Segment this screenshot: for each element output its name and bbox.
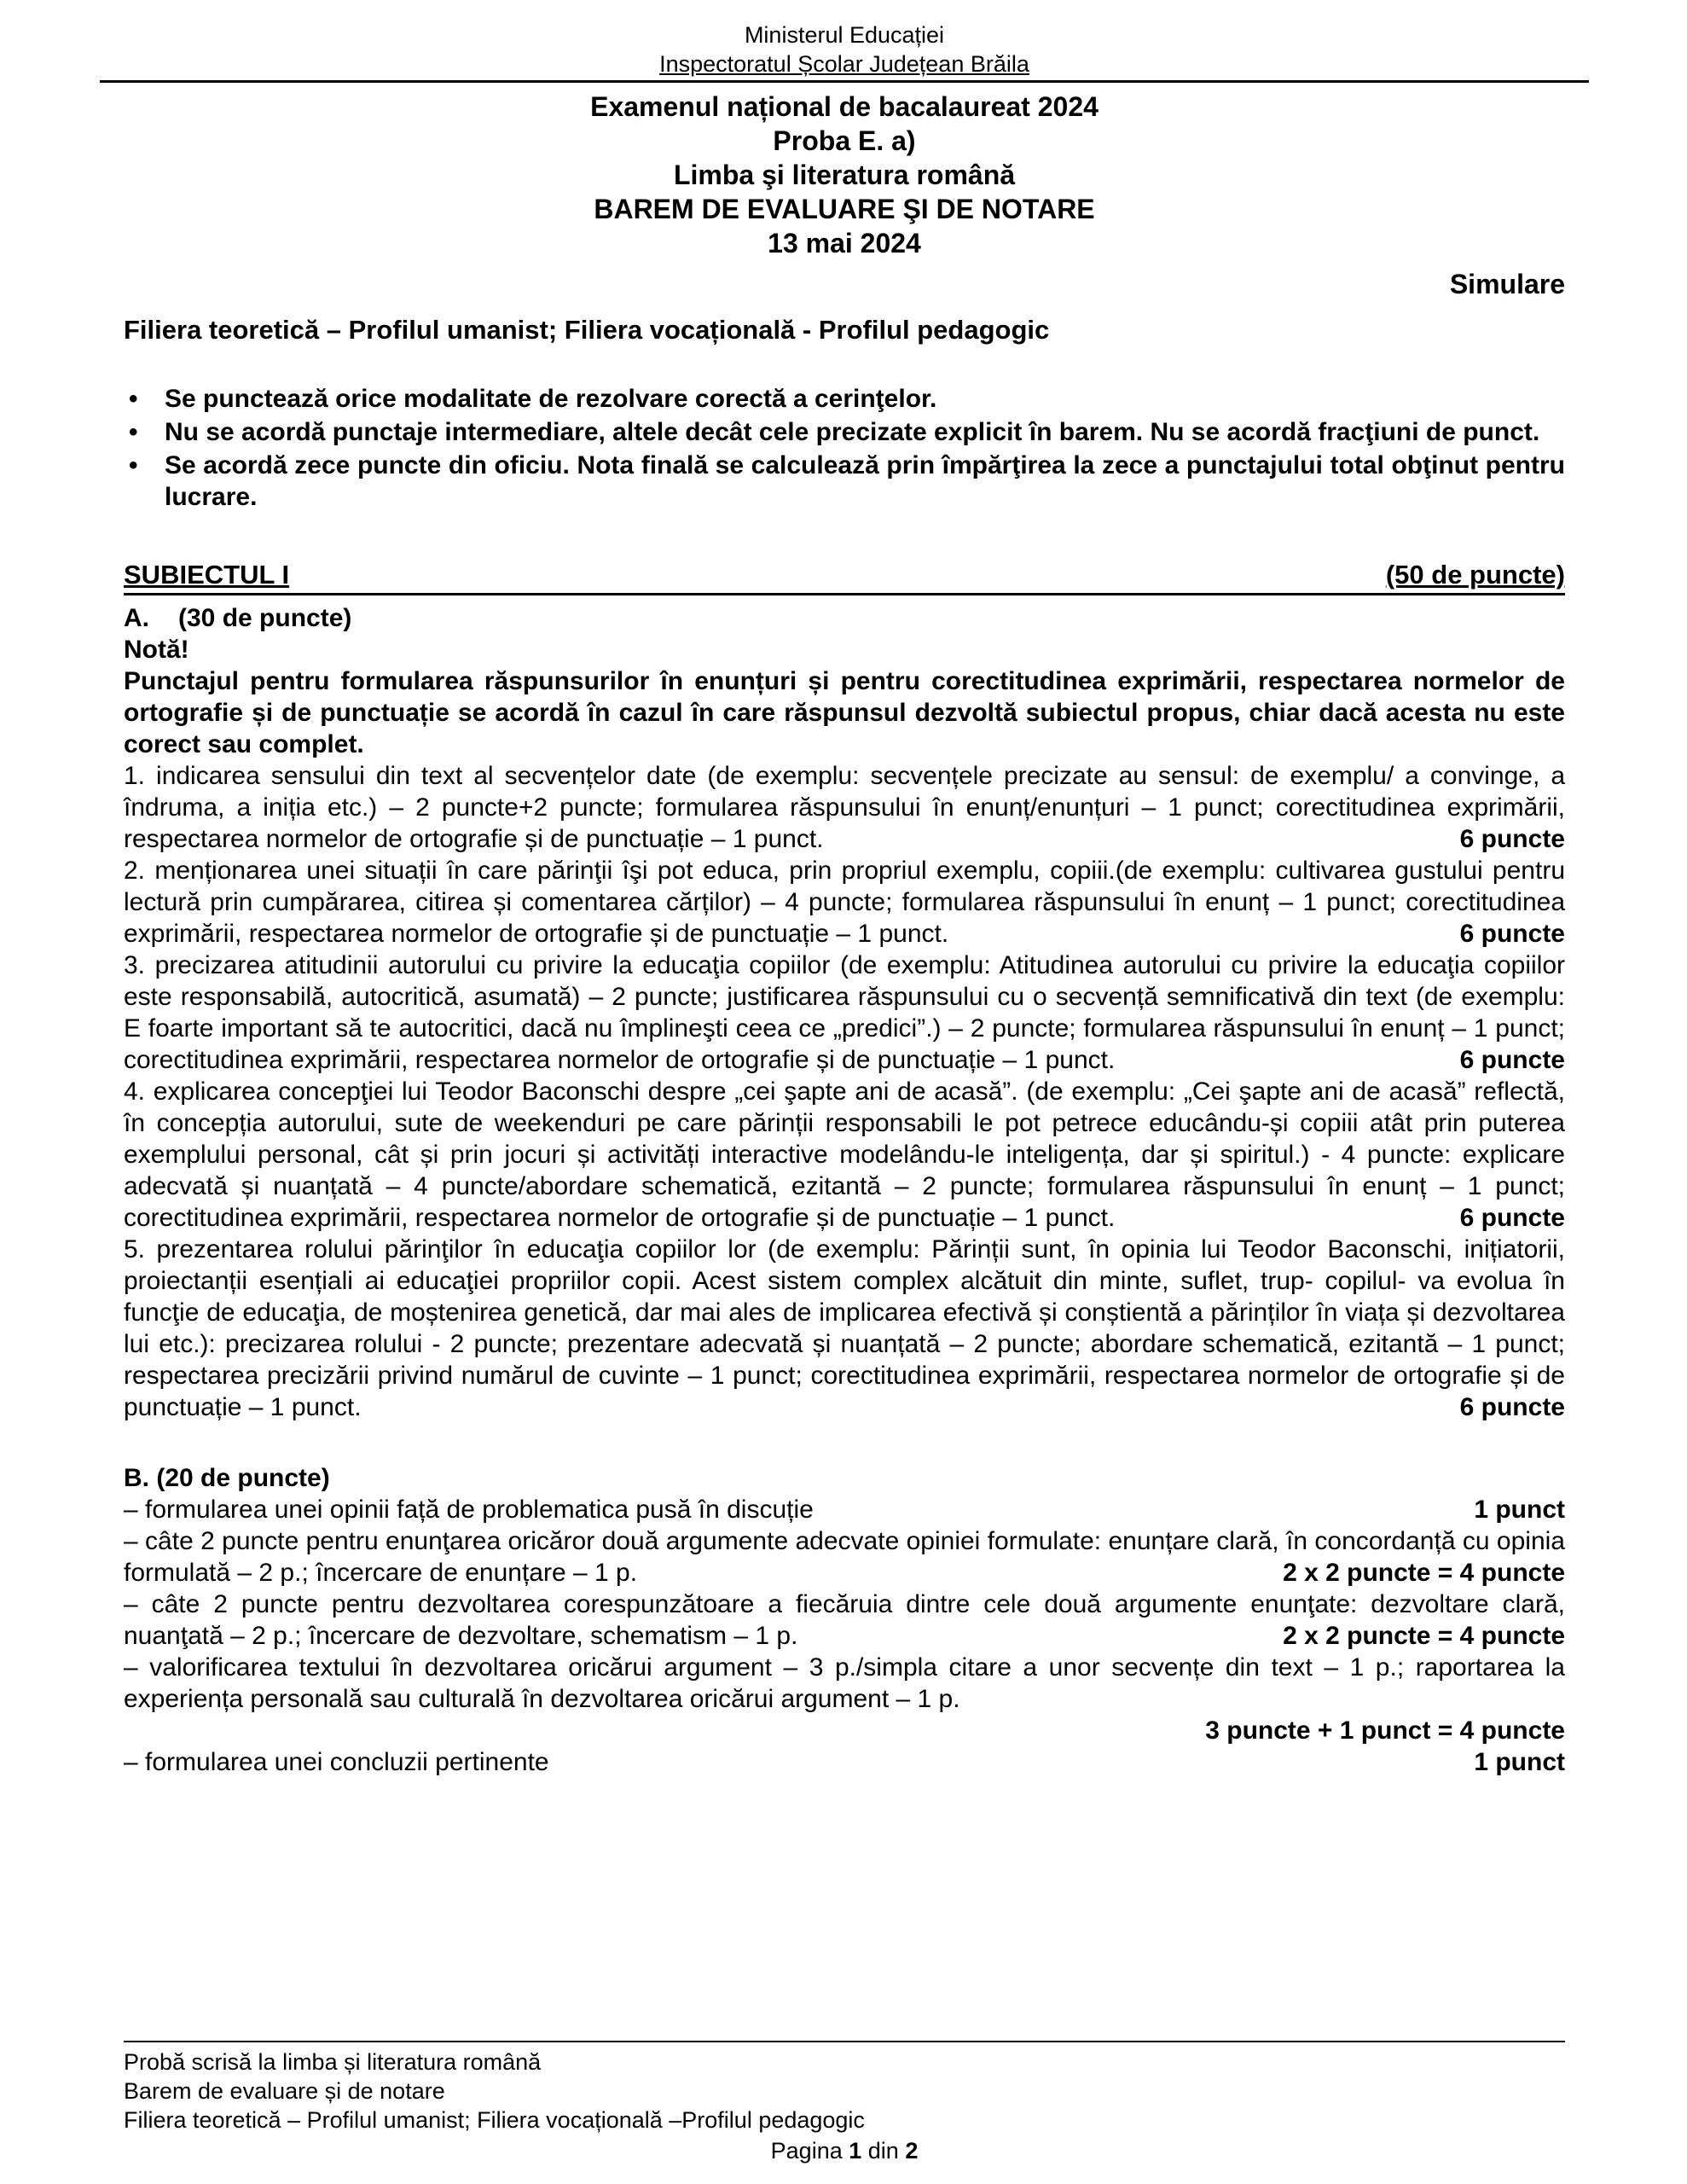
item-text: 5. prezentarea rolului părinţilor în educaţia copiilor lor (de exemplu: Părinții sunt, în opinia lui Teodor Baconschi, inițiatorii, proiectanții esențiali ai educaţiei propriilor copii. Acest sistem complex alcătuit din minte, suflet, trup- copilul- va evolua în funcţie de educaţia, de moștenirea genetică, dar mai ales de implicarea efectivă și conștientă a părinților în viața și dezvoltarea lui etc.): precizarea rolului - 2 puncte; prezentare adecvată și nuanțată – 2 puncte; abordare schematică, ezitantă – 1 punct; respectarea precizării privind numărul de cuvinte – 1 punct; corectitudinea exprimării, respectarea normelor de ortografie și de punctuație – 1 punct.: [124, 1235, 1565, 1421]
item-text: – câte 2 puncte pentru enunţarea oricăror două argumente adecvate opiniei formulate: enunțare clară, în concordanță cu opinia formulată – 2 p.; încercare de enunțare – 1 p.: [124, 1527, 1565, 1587]
item-points: 1 punct: [1474, 1496, 1565, 1524]
item-text: – formularea unei opinii față de problematica pusă în discuție: [124, 1496, 814, 1524]
item-points: 2 x 2 puncte = 4 puncte: [1283, 1622, 1565, 1650]
part-a-row: [124, 602, 1565, 634]
item-points: 6 puncte: [1459, 825, 1565, 853]
page-number-prefix: Pagina: [770, 2138, 849, 2164]
document-header: [124, 20, 1565, 83]
page-number: [124, 2136, 1565, 2165]
scoring-item-2: [124, 855, 1565, 950]
title-date: 13 mai 2024: [768, 228, 921, 258]
footer-rule: [124, 2041, 1565, 2042]
item-points: 6 puncte: [1459, 1046, 1565, 1074]
part-a-label: A.: [124, 604, 149, 632]
title-exam: Examenul național de bacalaureat 2024: [590, 91, 1099, 122]
page-number-mid: din: [861, 2138, 906, 2164]
item-points: 6 puncte: [1459, 1204, 1565, 1232]
item-points: 1 punct: [1474, 1748, 1565, 1776]
nota-label: Notă!: [124, 636, 189, 664]
general-note-2: • Nu se acordă punctaje intermediare, altele decât cele precizate explicit în barem. Nu se acordă fracţiuni de punct.: [124, 416, 1565, 448]
footer-line-3: Filiera teoretică – Profilul umanist; Filiera vocațională –Profilul pedagogic: [124, 2107, 865, 2133]
filiera-line: Filiera teoretică – Profilul umanist; Filiera vocațională - Profilul pedagogic: [124, 315, 1050, 345]
general-note-3: • Se acordă zece puncte din oficiu. Nota finală se calculează prin împărţirea la zece a punctajului total obţinut pentru lucrare.: [124, 450, 1565, 513]
item-text: – formularea unei concluzii pertinente: [124, 1748, 549, 1776]
b-item-3: [124, 1589, 1565, 1652]
scoring-item-4: [124, 1076, 1565, 1234]
item-text: 3. precizarea atitudinii autorului cu privire la educaţia copiilor (de exemplu: Atitudinea autorului cu privire la educaţia copiilor este responsabilă, autocritică, asumată) – 2 puncte; justificarea răspunsului cu o secvență semnificativă din text (de exemplu: E foarte important să te autocritici, dacă nu împlineşti ceea ce „predici”.) – 2 puncte; formularea răspunsului în enunț – 1 punct; corectitudinea exprimării, respectarea normelor de ortografie și de punctuație – 1 punct.: [124, 951, 1565, 1074]
b-item-1: [124, 1494, 1565, 1525]
title-block: [124, 90, 1565, 260]
b-item-4-points: 3 puncte + 1 punct = 4 puncte: [1205, 1716, 1565, 1745]
header-inspectorate: Inspectoratul Școlar Județean Brăila: [659, 51, 1029, 77]
general-notes-list: [124, 383, 1565, 513]
title-proba: Proba E. a): [773, 125, 916, 156]
item-text: 1. indicarea sensului din text al secvențelor date (de exemplu: secvențele precizate au sensul: de exemplu/ a convinge, a îndruma, a iniția etc.) – 2 puncte+2 puncte; formularea răspunsului în enunț/enunțuri – 1 punct; corectitudinea exprimării, respectarea normelor de ortografie și de punctuație – 1 punct.: [124, 762, 1565, 853]
item-points: 6 puncte: [1459, 920, 1565, 948]
item-text: – câte 2 puncte pentru dezvoltarea corespunzătoare a fiecăruia dintre cele două argumente enunţate: dezvoltare clară, nuanţată – 2 p.; încercare de dezvoltare, schematism – 1 p.: [124, 1590, 1565, 1650]
header-rule: [100, 49, 1589, 83]
footer-line-2: Barem de evaluare și de notare: [124, 2078, 445, 2104]
item-text: 4. explicarea concepţiei lui Teodor Baconschi despre „cei şapte ani de acasă”. (de exemplu: „Cei şapte ani de acasă” reflectă, în concepția autorului, sute de weekenduri pe care părinții responsabili le pot petrece educându-și copiii atât prin puterea exemplului personal, cât și prin jocuri și activități interactive modelându-le inteligența, dar și spiritul.) - 4 puncte: explicare adecvată și nuanțată – 4 puncte/abordare schematică, ezitantă – 2 puncte; formularea răspunsului în enunț – 1 punct; corectitudinea exprimării, respectarea normelor de ortografie și de punctuație – 1 punct.: [124, 1077, 1565, 1232]
scoring-item-1: [124, 760, 1565, 855]
item-points: 2 x 2 puncte = 4 puncte: [1283, 1559, 1565, 1587]
subject1-heading-row: [124, 559, 1565, 595]
subject1-heading-points: (50 de puncte): [1385, 560, 1565, 590]
scoring-item-5: [124, 1234, 1565, 1423]
b-item-5: [124, 1746, 1565, 1778]
scoring-item-3: [124, 950, 1565, 1076]
item-points: 6 puncte: [1459, 1393, 1565, 1421]
item-text: 2. menționarea unei situații în care părinţii îşi pot educa, prin propriul exemplu, copiii.(de exemplu: cultivarea gustului pentru lectură prin cumpărarea, citirea și comentarea cărților) – 4 puncte; formularea răspunsului în enunț – 1 punct; corectitudinea exprimării, respectarea normelor de ortografie și de punctuație – 1 punct.: [124, 857, 1565, 948]
b-item-4: [124, 1652, 1565, 1715]
part-b-heading: B. (20 de puncte): [124, 1464, 330, 1492]
subject1-heading: SUBIECTUL I: [124, 560, 290, 590]
page-number-current: 1: [849, 2138, 862, 2164]
page-number-total: 2: [905, 2138, 919, 2164]
page-footer: [124, 2041, 1565, 2165]
footer-line-1: Probă scrisă la limba și literatura română: [124, 2049, 542, 2075]
nota-text: Punctajul pentru formularea răspunsurilor în enunțuri și pentru corectitudinea exprimării, respectarea normelor de ortografie și de punctuație se acordă în cazul în care răspunsul dezvoltă subiectul propus, chiar dacă acesta nu este corect sau complet.: [124, 667, 1565, 758]
item-text: – valorificarea textului în dezvoltarea oricărui argument – 3 p./simpla citare a unor secvențe din text – 1 p.; raportarea la experiența personală sau culturală în dezvoltarea oricărui argument – 1 p.: [124, 1653, 1565, 1713]
simulare-label: Simulare: [1449, 269, 1565, 299]
b-item-2: [124, 1525, 1565, 1589]
title-barem: BAREM DE EVALUARE ŞI DE NOTARE: [594, 194, 1095, 224]
title-subject: Limba şi literatura română: [673, 160, 1016, 190]
header-ministry: Ministerul Educației: [744, 22, 945, 48]
general-note-1: • Se punctează orice modalitate de rezolvare corectă a cerinţelor.: [124, 383, 1565, 415]
part-a-points: (30 de puncte): [178, 604, 352, 632]
